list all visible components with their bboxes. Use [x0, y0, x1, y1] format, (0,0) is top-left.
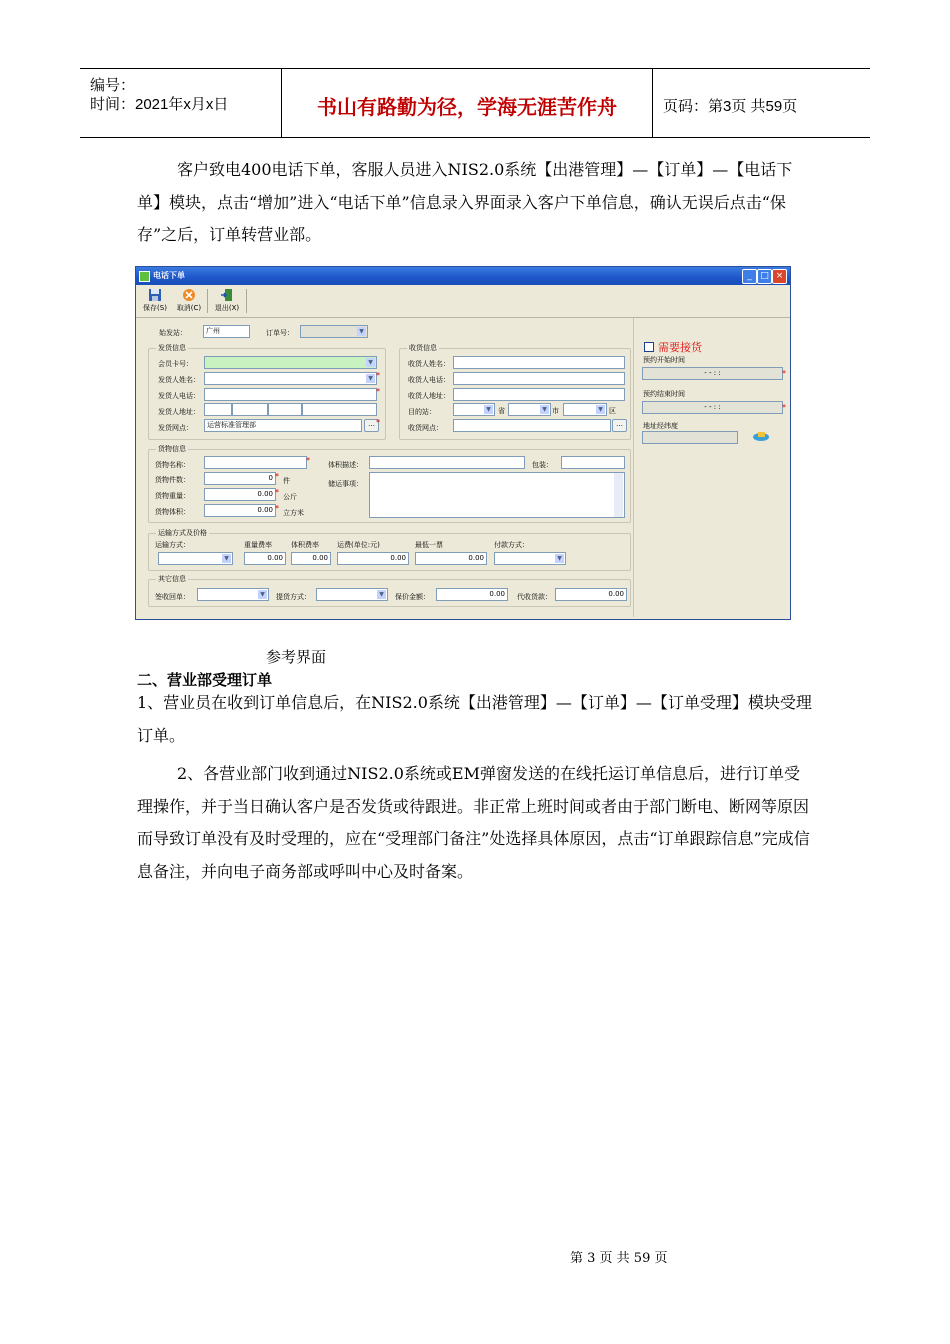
insured-amount-label: 保价金额：	[395, 593, 430, 601]
exit-label: 退出(X)	[214, 304, 240, 312]
chevron-down-icon: ▼	[258, 590, 267, 599]
receiver-address-input[interactable]	[453, 388, 625, 401]
sign-return-select[interactable]	[197, 588, 269, 601]
district-label: 区	[609, 407, 616, 415]
cargo-group-title: 货物信息	[158, 445, 186, 453]
member-card-select[interactable]	[204, 356, 377, 369]
pickup-mode-select[interactable]	[316, 588, 388, 601]
chevron-down-icon: ▼	[222, 554, 231, 563]
appt-end-input[interactable]: - - : :	[642, 401, 783, 414]
receiver-outlet-browse-button[interactable]: …	[612, 419, 627, 432]
save-label: 保存(S)	[143, 304, 167, 312]
sender-district-input[interactable]	[268, 403, 302, 416]
minimize-button[interactable]: _	[742, 269, 757, 284]
pickup-mode-label: 提货方式：	[276, 593, 311, 601]
city-label: 市	[552, 407, 559, 415]
receiver-phone-label: 收货人电话：	[408, 376, 450, 384]
receiver-phone-input[interactable]	[453, 372, 625, 385]
transport-mode-label: 运输方式：	[155, 541, 190, 549]
chevron-down-icon: ▼	[366, 374, 375, 383]
volume-rate-label: 体积费率	[291, 541, 319, 549]
pickup-checkbox[interactable]	[644, 342, 654, 352]
motto: 书山有路勤为径，学海无涯苦作舟	[317, 95, 617, 119]
volume-input[interactable]: 0.00	[204, 504, 276, 517]
maximize-button[interactable]: □	[757, 269, 772, 284]
cancel-button[interactable]	[172, 288, 206, 313]
order-number-select[interactable]	[300, 325, 368, 338]
sender-phone-input[interactable]	[204, 388, 377, 401]
pieces-input[interactable]: 0	[204, 472, 276, 485]
appt-start-input[interactable]: - - : :	[642, 367, 783, 380]
weight-unit: 公斤	[283, 493, 297, 501]
chevron-down-icon: ▼	[540, 405, 549, 414]
required-mark: *	[376, 418, 380, 427]
other-group-title: 其它信息	[158, 575, 186, 583]
geo-input[interactable]	[642, 431, 738, 444]
sender-province-input[interactable]	[204, 403, 232, 416]
cancel-label: 取消(C)	[176, 304, 202, 312]
page-header	[80, 68, 870, 138]
payment-label: 付款方式：	[494, 541, 529, 549]
pieces-unit: 件	[283, 477, 290, 485]
weight-input[interactable]: 0.00	[204, 488, 276, 501]
app-icon	[139, 271, 150, 282]
exit-button[interactable]	[210, 288, 244, 313]
chevron-down-icon: ▼	[596, 405, 605, 414]
paragraph-2: 2、各营业部门收到通过NIS2.0系统或EM弹窗发送的在线托运订单信息后，进行订单受理操作，并于当日确认客户是否发货或待跟进。非正常上班时间或者由于部门断电、断网等原因而导致订单没有及时受理的，应在“受理部门备注”处选择具体原因，点击“订单跟踪信息”完成信息备注，并向电子商务部或呼叫中心及时备案。	[137, 764, 810, 881]
min-ticket-label: 最低一票	[415, 541, 443, 549]
close-button[interactable]: ×	[772, 269, 787, 284]
insured-amount-input[interactable]: 0.00	[436, 588, 508, 601]
origin-input[interactable]: 广州	[203, 325, 250, 338]
member-card-label: 会员卡号：	[158, 360, 193, 368]
origin-label: 始发站：	[159, 329, 187, 337]
chevron-down-icon: ▼	[377, 590, 386, 599]
toolbar-separator	[207, 289, 208, 313]
destination-label: 目的站：	[408, 408, 436, 416]
province-label: 省	[498, 407, 505, 415]
window-titlebar	[136, 267, 790, 285]
window-title: 电话下单	[153, 271, 185, 280]
destination-district-select[interactable]	[563, 403, 607, 416]
package-input[interactable]	[561, 456, 625, 469]
weight-label: 货物重量：	[155, 492, 190, 500]
header-motto-cell	[282, 69, 653, 137]
required-mark: *	[782, 369, 786, 378]
chevron-down-icon: ▼	[366, 358, 375, 367]
order-number-label: 订单号：	[266, 329, 294, 337]
cod-label: 代收货款：	[517, 593, 552, 601]
required-mark: *	[376, 387, 380, 396]
required-mark: *	[376, 371, 380, 380]
required-mark: *	[275, 472, 279, 481]
required-mark: *	[306, 456, 310, 465]
min-ticket-input[interactable]: 0.00	[415, 552, 487, 565]
transport-group-title: 运输方式及价格	[158, 529, 207, 537]
cancel-icon	[182, 288, 196, 302]
appt-start-label: 预约开始时间	[643, 356, 685, 364]
receiver-name-input[interactable]	[453, 356, 625, 369]
receiver-group-title: 收货信息	[409, 344, 437, 352]
goods-name-label: 货物名称：	[155, 461, 190, 469]
required-mark: *	[275, 488, 279, 497]
transport-mode-select[interactable]	[158, 552, 233, 565]
sender-city-input[interactable]	[232, 403, 268, 416]
chevron-down-icon: ▼	[484, 405, 493, 414]
sender-outlet-browse-button[interactable]: …	[364, 419, 379, 432]
receiver-outlet-input[interactable]	[453, 419, 611, 432]
freight-input[interactable]: 0.00	[337, 552, 409, 565]
sender-outlet-input[interactable]: 运营标准管理部	[204, 419, 362, 432]
phone-order-window	[135, 266, 791, 620]
sender-street-input[interactable]	[302, 403, 377, 416]
paragraph-1: 1、营业员在收到订单信息后，在NIS2.0系统【出港管理】—【订单】—【订单受理】模块受理订单。	[137, 693, 812, 745]
required-mark: *	[275, 504, 279, 513]
sender-name-label: 发货人姓名：	[158, 376, 200, 384]
pickup-needed-label: 需要接货	[658, 341, 702, 354]
map-locate-icon[interactable]	[752, 431, 770, 442]
volume-rate-input[interactable]: 0.00	[291, 552, 331, 565]
chevron-down-icon: ▼	[555, 554, 564, 563]
notes-scrollbar[interactable]	[614, 473, 623, 517]
chevron-down-icon: ▼	[357, 327, 366, 336]
pieces-label: 货物件数：	[155, 476, 190, 484]
intro-paragraph: 客户致电400电话下单，客服人员进入NIS2.0系统【出港管理】—【订单】—【电话下单】模块，点击“增加”进入“电话下单”信息录入界面录入客户下单信息，确认无误后点击“保存”之后，订单转营业部。	[137, 160, 793, 244]
cod-input[interactable]: 0.00	[555, 588, 627, 601]
toolbar-separator	[246, 289, 247, 313]
package-label: 包装：	[532, 461, 553, 469]
section-heading: 二、营业部受理订单	[137, 671, 273, 689]
receiver-outlet-label: 收货网点：	[408, 424, 443, 432]
sender-name-select[interactable]	[204, 372, 377, 385]
panel-divider	[633, 318, 634, 617]
appt-end-label: 预约结束时间	[643, 390, 685, 398]
header-page-cell	[653, 69, 870, 137]
receiver-name-label: 收货人姓名：	[408, 360, 450, 368]
volume-desc-label: 体积描述：	[328, 461, 363, 469]
sender-group-title: 发货信息	[158, 344, 186, 352]
save-button[interactable]	[138, 288, 172, 313]
sender-phone-label: 发货人电话：	[158, 392, 200, 400]
freight-label: 运费(单位:元)	[337, 541, 380, 549]
page-footer: 第 3 页 共 59 页	[570, 1251, 668, 1266]
window-toolbar	[136, 285, 790, 318]
notes-textarea[interactable]	[369, 472, 625, 518]
weight-rate-label: 重量费率	[244, 541, 272, 549]
goods-name-input[interactable]	[204, 456, 307, 469]
sender-address-label: 发货人地址：	[158, 408, 200, 416]
exit-door-icon	[220, 288, 234, 302]
document-number-label: 编号：	[90, 77, 136, 94]
sign-return-label: 签收回单：	[155, 593, 190, 601]
destination-city-select[interactable]	[508, 403, 551, 416]
header-meta-cell	[80, 69, 282, 137]
volume-label: 货物体积：	[155, 508, 190, 516]
document-time: 时间：2021年x月x日	[90, 96, 229, 113]
volume-unit: 立方米	[283, 509, 304, 517]
destination-province-select[interactable]	[453, 403, 495, 416]
figure-caption: 参考界面	[266, 648, 327, 666]
volume-desc-input[interactable]	[369, 456, 525, 469]
weight-rate-input[interactable]: 0.00	[244, 552, 286, 565]
payment-select[interactable]	[494, 552, 566, 565]
notes-label: 储运事项：	[328, 480, 363, 488]
receiver-address-label: 收货人地址：	[408, 392, 450, 400]
page-info: 页码：第3页 共59页	[663, 98, 798, 115]
geo-label: 地址经纬度	[643, 422, 678, 430]
sender-outlet-label: 发货网点：	[158, 424, 193, 432]
required-mark: *	[782, 403, 786, 412]
floppy-disk-icon	[148, 288, 162, 302]
